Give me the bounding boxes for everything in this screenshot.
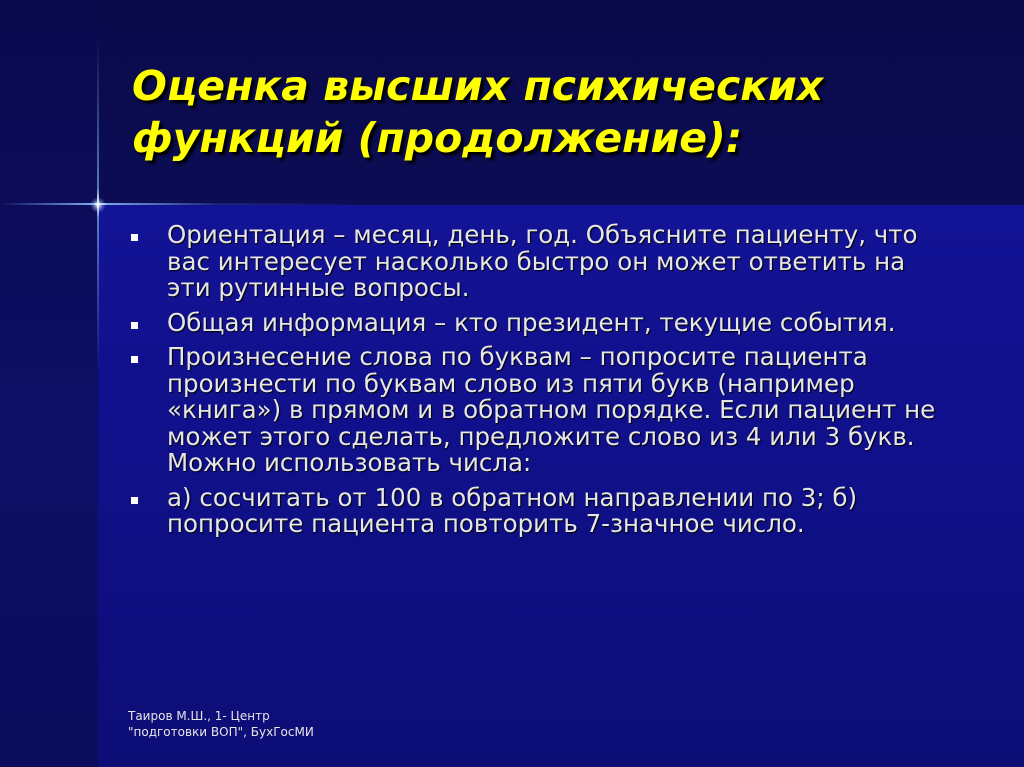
sparkle-icon [90, 197, 106, 213]
bullet-line: «книга») в прямом и в обратном порядке. Если пациент не [167, 395, 936, 424]
background-left-panel [0, 0, 98, 767]
bullet-line: Общая информация – кто президент, текущие события. [167, 307, 896, 337]
footer-institution-line: "подготовки ВОП", БухГосМИ [128, 725, 314, 739]
bullet-line: вас интересует насколько быстро он может ответить на [167, 246, 906, 276]
title-line: функций (продолжение): [132, 114, 743, 162]
bullet-line: а) сосчитать от 100 в обратном направлении по 3; б) [167, 482, 858, 512]
bullet-line: Можно использовать числа: [167, 448, 532, 477]
square-bullet-icon [131, 497, 138, 504]
slide-footer [128, 708, 388, 740]
slide-title [132, 60, 992, 164]
square-bullet-icon [131, 356, 138, 363]
bullet-item-general-info [125, 307, 945, 337]
bullet-item-spelling [125, 344, 945, 477]
sparkle-horizontal-ray [0, 203, 360, 205]
bullet-line: Ориентация – месяц, день, год. Объясните пациенту, что [167, 220, 918, 249]
bullet-line: эти рутинные вопросы. [167, 273, 470, 302]
bullet-list [125, 222, 945, 546]
bullet-line: Произнесение слова по буквам – попросите пациента [167, 342, 868, 371]
bullet-line: попросите пациента повторить 7-значное число. [167, 509, 805, 538]
square-bullet-icon [131, 322, 138, 329]
square-bullet-icon [131, 234, 138, 241]
bullet-item-counting [125, 482, 945, 538]
bullet-line: может этого сделать, предложите слово из 4 или 3 букв. [167, 421, 915, 451]
title-line: Оценка высших психических [132, 62, 824, 110]
bullet-item-orientation [125, 222, 945, 302]
bullet-line: произнести по буквам слово из пяти букв (например [167, 368, 855, 398]
footer-author-line: Таиров М.Ш., 1- Центр [128, 709, 270, 723]
